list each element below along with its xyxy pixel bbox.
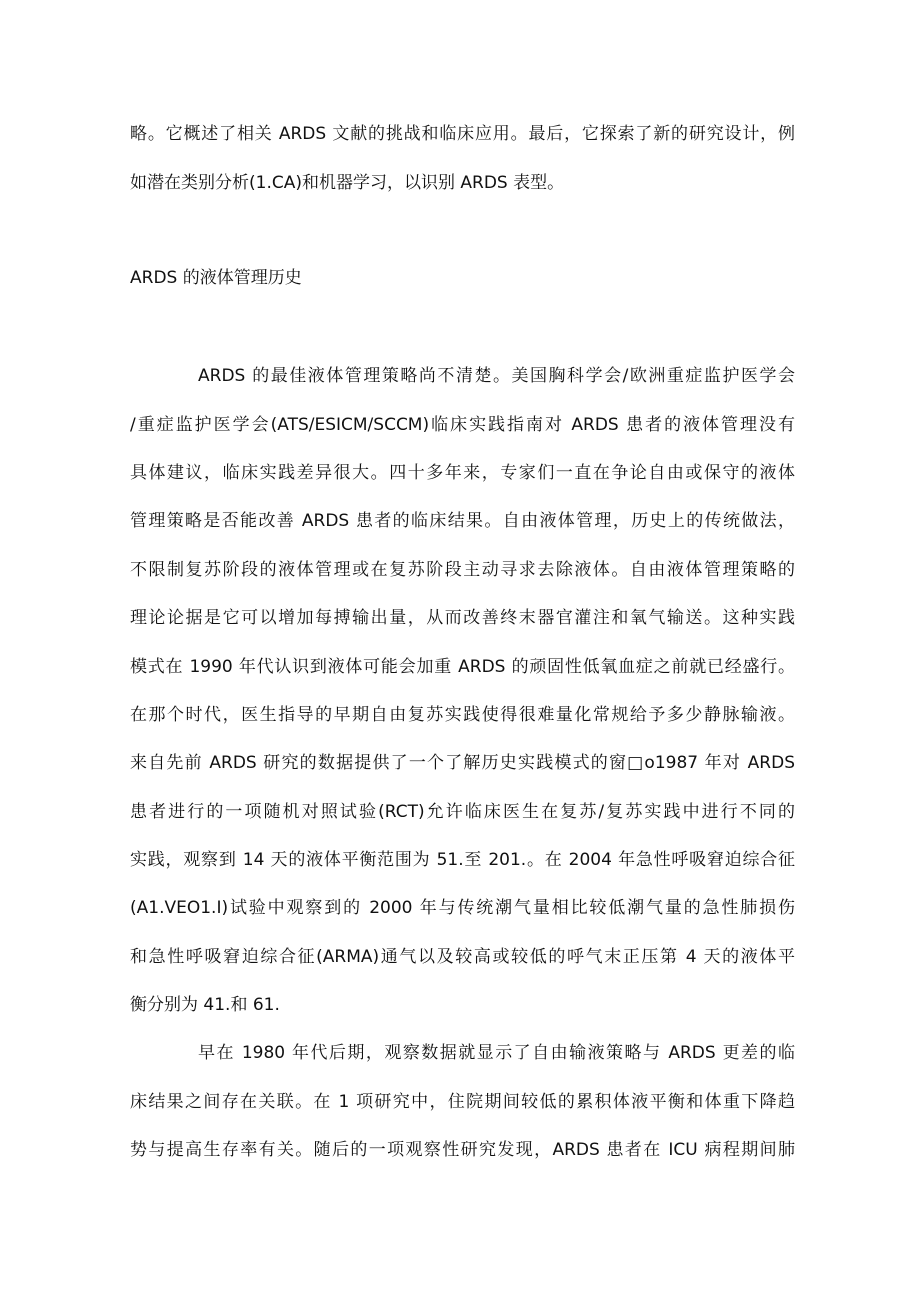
paragraph-line: 衡分别为 41.和 61. (130, 995, 280, 1015)
paragraph-line: 来自先前 ARDS 研究的数据提供了一个了解历史实践模式的窗□o1987 年对 ARDS (130, 753, 795, 773)
paragraph-line: 患者进行的一项随机对照试验(RCT)允许临床医生在复苏/复苏实践中进行不同的 (130, 802, 795, 822)
paragraph-line: 模式在 1990 年代认识到液体可能会加重 ARDS 的顽固性低氧血症之前就已经盛行。 (130, 657, 795, 677)
paragraph-line: 具体建议，临床实践差异很大。四十多年来，专家们一直在争论自由或保守的液体 (130, 463, 795, 483)
paragraph-line: /重症监护医学会(ATS/ESICM/SCCM)临床实践指南对 ARDS 患者的液体管理没有 (130, 415, 795, 435)
paragraph-line: 和急性呼吸窘迫综合征(ARMA)通气以及较高或较低的呼气末正压第 4 天的液体平 (130, 947, 795, 967)
intro-line: 略。它概述了相关 ARDS 文献的挑战和临床应用。最后，它探索了新的研究设计，例 (130, 124, 795, 144)
paragraph-line: (A1.VEO1.I)试验中观察到的 2000 年与传统潮气量相比较低潮气量的急性肺损伤 (130, 898, 795, 918)
paragraph-line: 床结果之间存在关联。在 1 项研究中，住院期间较低的累积体液平衡和体重下降趋 (130, 1092, 795, 1112)
paragraph-line: 早在 1980 年代后期，观察数据就显示了自由输液策略与 ARDS 更差的临 (198, 1043, 795, 1063)
section-heading: ARDS 的液体管理历史 (130, 268, 302, 288)
paragraph-line: 理论论据是它可以增加每搏输出量，从而改善终末器官灌注和氧气输送。这种实践 (130, 608, 795, 628)
paragraph-line: 实践，观察到 14 天的液体平衡范围为 51.至 201.。在 2004 年急性呼吸窘迫综合征 (130, 850, 795, 870)
paragraph-line: 不限制复苏阶段的液体管理或在复苏阶段主动寻求去除液体。自由液体管理策略的 (130, 560, 795, 580)
paragraph-line: 在那个时代，医生指导的早期自由复苏实践使得很难量化常规给予多少静脉输液。 (130, 705, 795, 725)
paragraph-line: ARDS 的最佳液体管理策略尚不清楚。美国胸科学会/欧洲重症监护医学会 (198, 366, 795, 386)
intro-line: 如潜在类别分析(1.CA)和机器学习，以识别 ARDS 表型。 (130, 173, 565, 193)
paragraph-line: 管理策略是否能改善 ARDS 患者的临床结果。自由液体管理，历史上的传统做法， (130, 511, 795, 531)
paragraph-line: 势与提高生存率有关。随后的一项观察性研究发现，ARDS 患者在 ICU 病程期间肺 (130, 1140, 795, 1160)
